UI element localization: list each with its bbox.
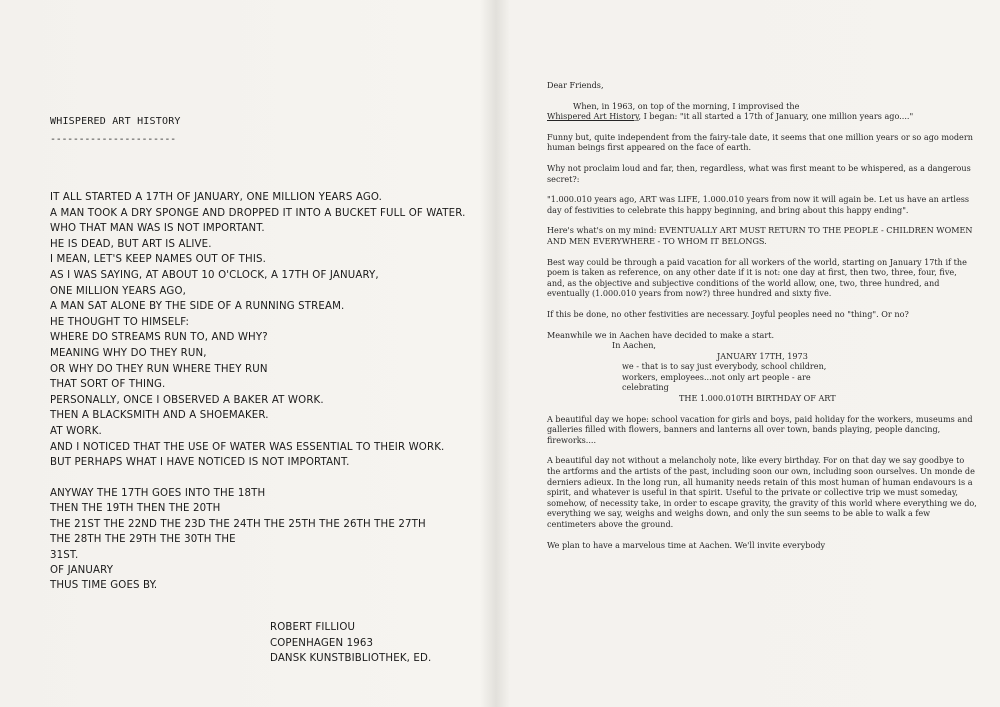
poem-line: THE 21ST THE 22ND THE 23D THE 24TH THE 25TH THE 26TH THE 27TH	[50, 518, 426, 530]
letter-paragraph: We plan to have a marvelous time at Aachen. We'll invite everybody	[547, 539, 826, 550]
poem-line: THAT SORT OF THING.	[50, 379, 166, 391]
poem-line: HE IS DEAD, BUT ART IS ALIVE.	[50, 238, 212, 250]
author-name: ROBERT FILLIOU	[270, 622, 356, 633]
poem-line: WHERE DO STREAMS RUN TO, AND WHY?	[50, 332, 268, 344]
poem-stanza-1	[50, 190, 465, 471]
poem-title: WHISPERED ART HISTORY	[50, 116, 181, 127]
letter-greeting: Dear Friends,	[547, 80, 604, 90]
poem-line: THEN THE 19TH THEN THE 20TH	[50, 503, 221, 515]
poem-line: A MAN TOOK A DRY SPONGE AND DROPPED IT INTO A BUCKET FULL OF WATER.	[50, 207, 466, 219]
left-page	[0, 0, 498, 707]
publisher: DANSK KUNSTBIBLIOTHEK, ED.	[270, 653, 432, 665]
poem-line: MEANING WHY DO THEY RUN,	[50, 347, 207, 359]
whispered-art-history-title: Whispered Art History	[547, 111, 639, 122]
letter-paragraph: A beautiful day not without a melancholy note, like every birthday. For on that day we say goodbye to the artforms and the artists of the past, including soon our own, including soon ourselves. Un monde de derniers adieux. In the long run, all humanity needs retain of this most human of human endavours is a spirit, and whatever is useful in that spirit. Useful to the private or collective trip we must someday, somehow, of necessity take, in order to escape gravity, the gravity of this world where everything we do, everything we say, weighs and weighs down, and only the sun seems to be able to walk a few centimeters above the ground.	[547, 455, 977, 529]
announcement-line: In Aachen,	[612, 340, 656, 351]
poem-line: 31ST.	[50, 549, 79, 561]
poem-line: THEN A BLACKSMITH AND A SHOEMAKER.	[50, 410, 269, 422]
letter-body	[547, 80, 977, 560]
right-page	[502, 0, 1000, 707]
announcement-line: we - that is to say just everybody, school children,	[622, 361, 827, 372]
p1-text-b: , I began: "it all started a 17th of January, one million years ago...."	[638, 111, 914, 122]
letter-paragraph: A beautiful day we hope: school vacation for girls and boys, paid holiday for the workers, museums and galleries filled with flowers, banners and lanterns all over town, bands playing, people dancing, fireworks....	[547, 413, 973, 445]
announcement-headline: THE 1.000.010TH BIRTHDAY OF ART	[679, 393, 836, 404]
poem-line: WHO THAT MAN WAS IS NOT IMPORTANT.	[50, 223, 265, 235]
poem-line: ONE MILLION YEARS AGO,	[50, 285, 186, 297]
announcement-date: JANUARY 17TH, 1973	[717, 350, 808, 361]
poem-line: HE THOUGHT TO HIMSELF:	[50, 316, 190, 328]
poem-line: I MEAN, LET'S KEEP NAMES OUT OF THIS.	[50, 254, 267, 266]
place-date: COPENHAGEN 1963	[270, 637, 374, 649]
poem-line: IT ALL STARTED A 17TH OF JANUARY, ONE MILLION YEARS AGO.	[50, 192, 383, 203]
poem-line: THE 28TH THE 29TH THE 30TH THE	[50, 534, 236, 546]
aachen-announcement	[547, 330, 977, 404]
letter-paragraph: Why not proclaim loud and far, then, regardless, what was first meant to be whispered, as a dangerous secret?:	[547, 162, 971, 184]
poem-line: AS I WAS SAYING, AT ABOUT 10 O'CLOCK, A 17TH OF JANUARY,	[50, 269, 379, 281]
letter-paragraph: Funny but, quite independent from the fairy-tale date, it seems that one million years or so ago modern human beings first appeared on the face of earth.	[547, 131, 973, 153]
poem-line: A MAN SAT ALONE BY THE SIDE OF A RUNNING STREAM.	[50, 301, 345, 313]
author-signature	[270, 620, 431, 667]
announcement-line: workers, employees...not only art people - are	[622, 371, 811, 382]
poem-stanza-2	[50, 486, 426, 594]
poem-line: AT WORK.	[50, 425, 102, 437]
poem-line: BUT PERHAPS WHAT I HAVE NOTICED IS NOT IMPORTANT.	[50, 457, 350, 469]
p1-text-a: When, in 1963, on top of the morning, I improvised the	[573, 100, 800, 111]
poem-line: ANYWAY THE 17TH GOES INTO THE 18TH	[50, 488, 266, 499]
poem-line: AND I NOTICED THAT THE USE OF WATER WAS ESSENTIAL TO THEIR WORK.	[50, 441, 445, 453]
title-rule: ----------------------	[50, 134, 176, 145]
poem-line: PERSONALLY, ONCE I OBSERVED A BAKER AT WORK.	[50, 394, 324, 406]
letter-paragraph: "1.000.010 years ago, ART was LIFE, 1.000.010 years from now it will again be. Let us have an artless day of festivities to celebrate this happy beginning, and bring about this happy ending".	[547, 194, 970, 215]
poem-line: OR WHY DO THEY RUN WHERE THEY RUN	[50, 363, 268, 375]
poem-line: OF JANUARY	[50, 565, 114, 577]
announcement-line: celebrating	[622, 382, 669, 393]
letter-paragraph: If this be done, no other festivities are necessary. Joyful peoples need no "thing". Or no?	[547, 308, 909, 319]
letter-paragraph: Here's what's on my mind: EVENTUALLY ART MUST RETURN TO THE PEOPLE - CHILDREN WOMEN AND MEN EVERYWHERE - TO WHOM IT BELONGS.	[547, 225, 973, 246]
poem-line: THUS TIME GOES BY.	[50, 580, 158, 592]
announcement-line: Meanwhile we in Aachen have decided to make a start.	[547, 329, 775, 340]
letter-paragraph: Best way could be through a paid vacation for all workers of the world, starting on January 17th if the poem is taken as reference, on any other date if it is not: one day at first, then two, three, four, five, and, as the objective and subjective conditions of the world allow, one, two, three hundred, and eventually (1.000.010 years from now?) three hundred and sixty five.	[547, 256, 967, 299]
letter-paragraph	[547, 101, 977, 122]
